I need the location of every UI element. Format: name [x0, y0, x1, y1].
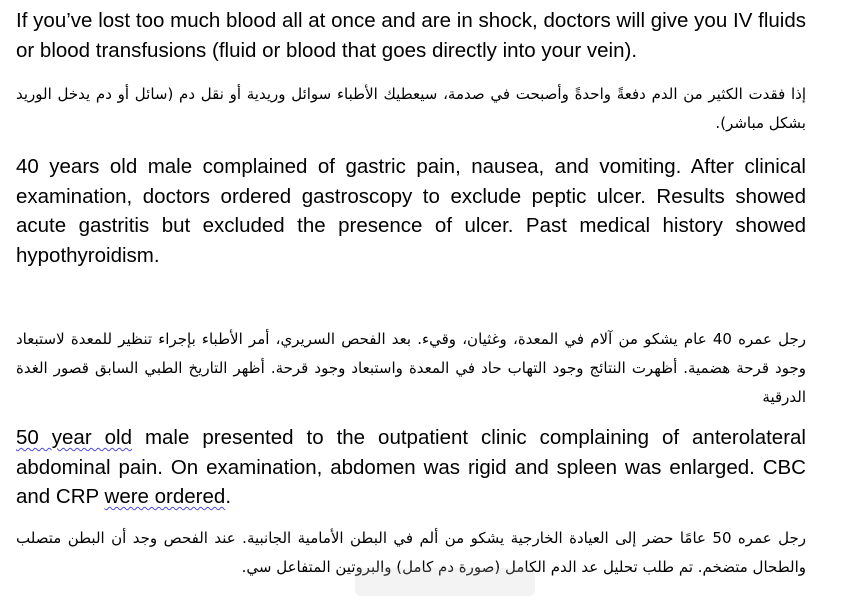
paragraph-text: male presented to the outpatient clinic complaining of anterolateral abdominal pain. On examination, abdomen was rigid and spleen was enlarged. CBC and CRP: [16, 426, 806, 508]
paragraph-arabic-blood-loss: إذا فقدت الكثير من الدم دفعةً واحدةً وأصبحت في صدمة، سيعطيك الأطباء سوائل وريدية أو نقل دم (سائل أو دم يدخل الوريد بشكل مباشر).: [16, 85, 806, 132]
paragraph-english-blood-loss: If you’ve lost too much blood all at once and are in shock, doctors will give you IV fluids or blood transfusions (fluid or blood that goes directly into your vein).: [16, 9, 806, 62]
paragraph-period: .: [225, 485, 232, 508]
grammar-flagged-text[interactable]: were ordered: [104, 485, 226, 508]
faint-overlay: [355, 568, 535, 596]
paragraph-arabic-abdominal-pain-case: رجل عمره 50 عامًا حضر إلى العيادة الخارجية يشكو من ألم في البطن الأمامية الجانبية. عند الفحص وجد أن البطن متصلب والطحال متضخم. تم طلب تحليل عد الدم الكامل (صورة دم كامل) والبروتين المتفاعل سي.: [16, 528, 807, 576]
paragraph-english-gastritis-case: 40 years old male complained of gastric pain, nausea, and vomiting. After clinical examination, doctors ordered gastroscopy to exclude peptic ulcer. Results showed acute gastritis but excluded the presence of ulcer. Past medical history showed hypothyroidism.: [16, 155, 806, 267]
document-page: [16, 0, 806, 582]
paragraph-arabic-gastritis-case: رجل عمره 40 عام يشكو من آلام في المعدة، وغثيان، وقيء. بعد الفحص السريري، أمر الأطباء بإجراء تنظير للمعدة لاستبعاد وجود قرحة هضمية. أظهرت النتائج وجود التهاب حاد في المعدة واستبعاد وجود قرحة. أظهر التاريخ الطبي السابق قصور الغدة الدرقية: [16, 330, 807, 406]
spellcheck-flagged-text[interactable]: 50 year old: [16, 426, 132, 449]
paragraph-english-abdominal-pain-case: [16, 423, 806, 512]
